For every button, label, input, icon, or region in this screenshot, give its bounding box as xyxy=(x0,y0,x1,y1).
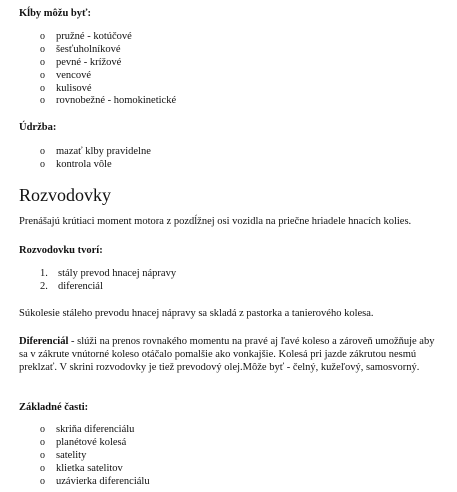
circle-bullet-icon: o xyxy=(40,436,45,448)
list-item: o mazať klby pravidelne xyxy=(40,146,151,157)
sukolesie-paragraph: Súkolesie stáleho prevodu hnacej nápravy sa skladá z pastorka a tanierového kolesa. xyxy=(19,308,374,319)
circle-bullet-icon: o xyxy=(40,31,45,42)
list-item: o kontrola vôle xyxy=(40,158,112,170)
list-item: o kulisové xyxy=(40,82,92,94)
list-item: o vencové xyxy=(40,69,91,81)
circle-bullet-icon: o xyxy=(40,95,45,107)
rozvodovky-title: Rozvodovky xyxy=(19,185,111,205)
list-item: o rovnobežné - homokinetické xyxy=(40,95,177,107)
circle-bullet-icon: o xyxy=(40,158,45,170)
circle-bullet-icon: o xyxy=(40,475,45,487)
klby-list xyxy=(40,31,177,108)
list-item: o pružné - kotúčové xyxy=(40,31,132,42)
list-item: o šesťuholníkové xyxy=(40,43,121,55)
list-item: o satelity xyxy=(40,449,87,461)
list-item: o skriňa diferenciálu xyxy=(40,424,135,435)
list-item: o pevné - krížové xyxy=(40,56,122,68)
list-item: 2. diferenciál xyxy=(40,280,103,292)
list-item: o planétové kolesá xyxy=(40,436,127,448)
zakladne-casti-heading: Základné časti: xyxy=(19,402,89,413)
diferencial-term: Diferenciál xyxy=(19,336,69,347)
list-item: o uzávierka diferenciálu xyxy=(40,475,150,487)
klby-heading: Kĺby môžu byť: xyxy=(19,8,91,19)
diferencial-definition: - slúži na prenos rovnakého momentu na pravé aj ľavé koleso a zároveň umožňuje aby sa v zákrute vnútorné koleso otáčalo pomalšie ako vonkajšie. Kolesá pri jazde zákrutou nesmú preklzať. V skrini rozvodovky je tiež prevodový olej.Môže byť - čelný, kužeľový, samosvorný. xyxy=(19,336,435,373)
circle-bullet-icon: o xyxy=(40,449,45,461)
list-item: 1. stály prevod hnacej nápravy xyxy=(40,268,177,279)
udrzba-heading: Údržba: xyxy=(19,122,57,133)
diferencial-paragraph xyxy=(19,335,439,374)
circle-bullet-icon: o xyxy=(40,146,45,157)
list-item: o klietka satelitov xyxy=(40,462,123,474)
udrzba-list xyxy=(40,146,151,172)
rozvodovku-tvori-heading: Rozvodovku tvorí: xyxy=(19,245,103,256)
circle-bullet-icon: o xyxy=(40,424,45,435)
circle-bullet-icon: o xyxy=(40,69,45,81)
circle-bullet-icon: o xyxy=(40,462,45,474)
zakladne-casti-list xyxy=(40,424,150,488)
circle-bullet-icon: o xyxy=(40,56,45,68)
circle-bullet-icon: o xyxy=(40,43,45,55)
circle-bullet-icon: o xyxy=(40,82,45,94)
rozvodovky-intro: Prenášajú krútiaci moment motora z pozdĺžnej osi vozidla na priečne hriadele hnacích kolies. xyxy=(19,216,412,227)
rozvodovka-numbered-list xyxy=(40,268,177,294)
